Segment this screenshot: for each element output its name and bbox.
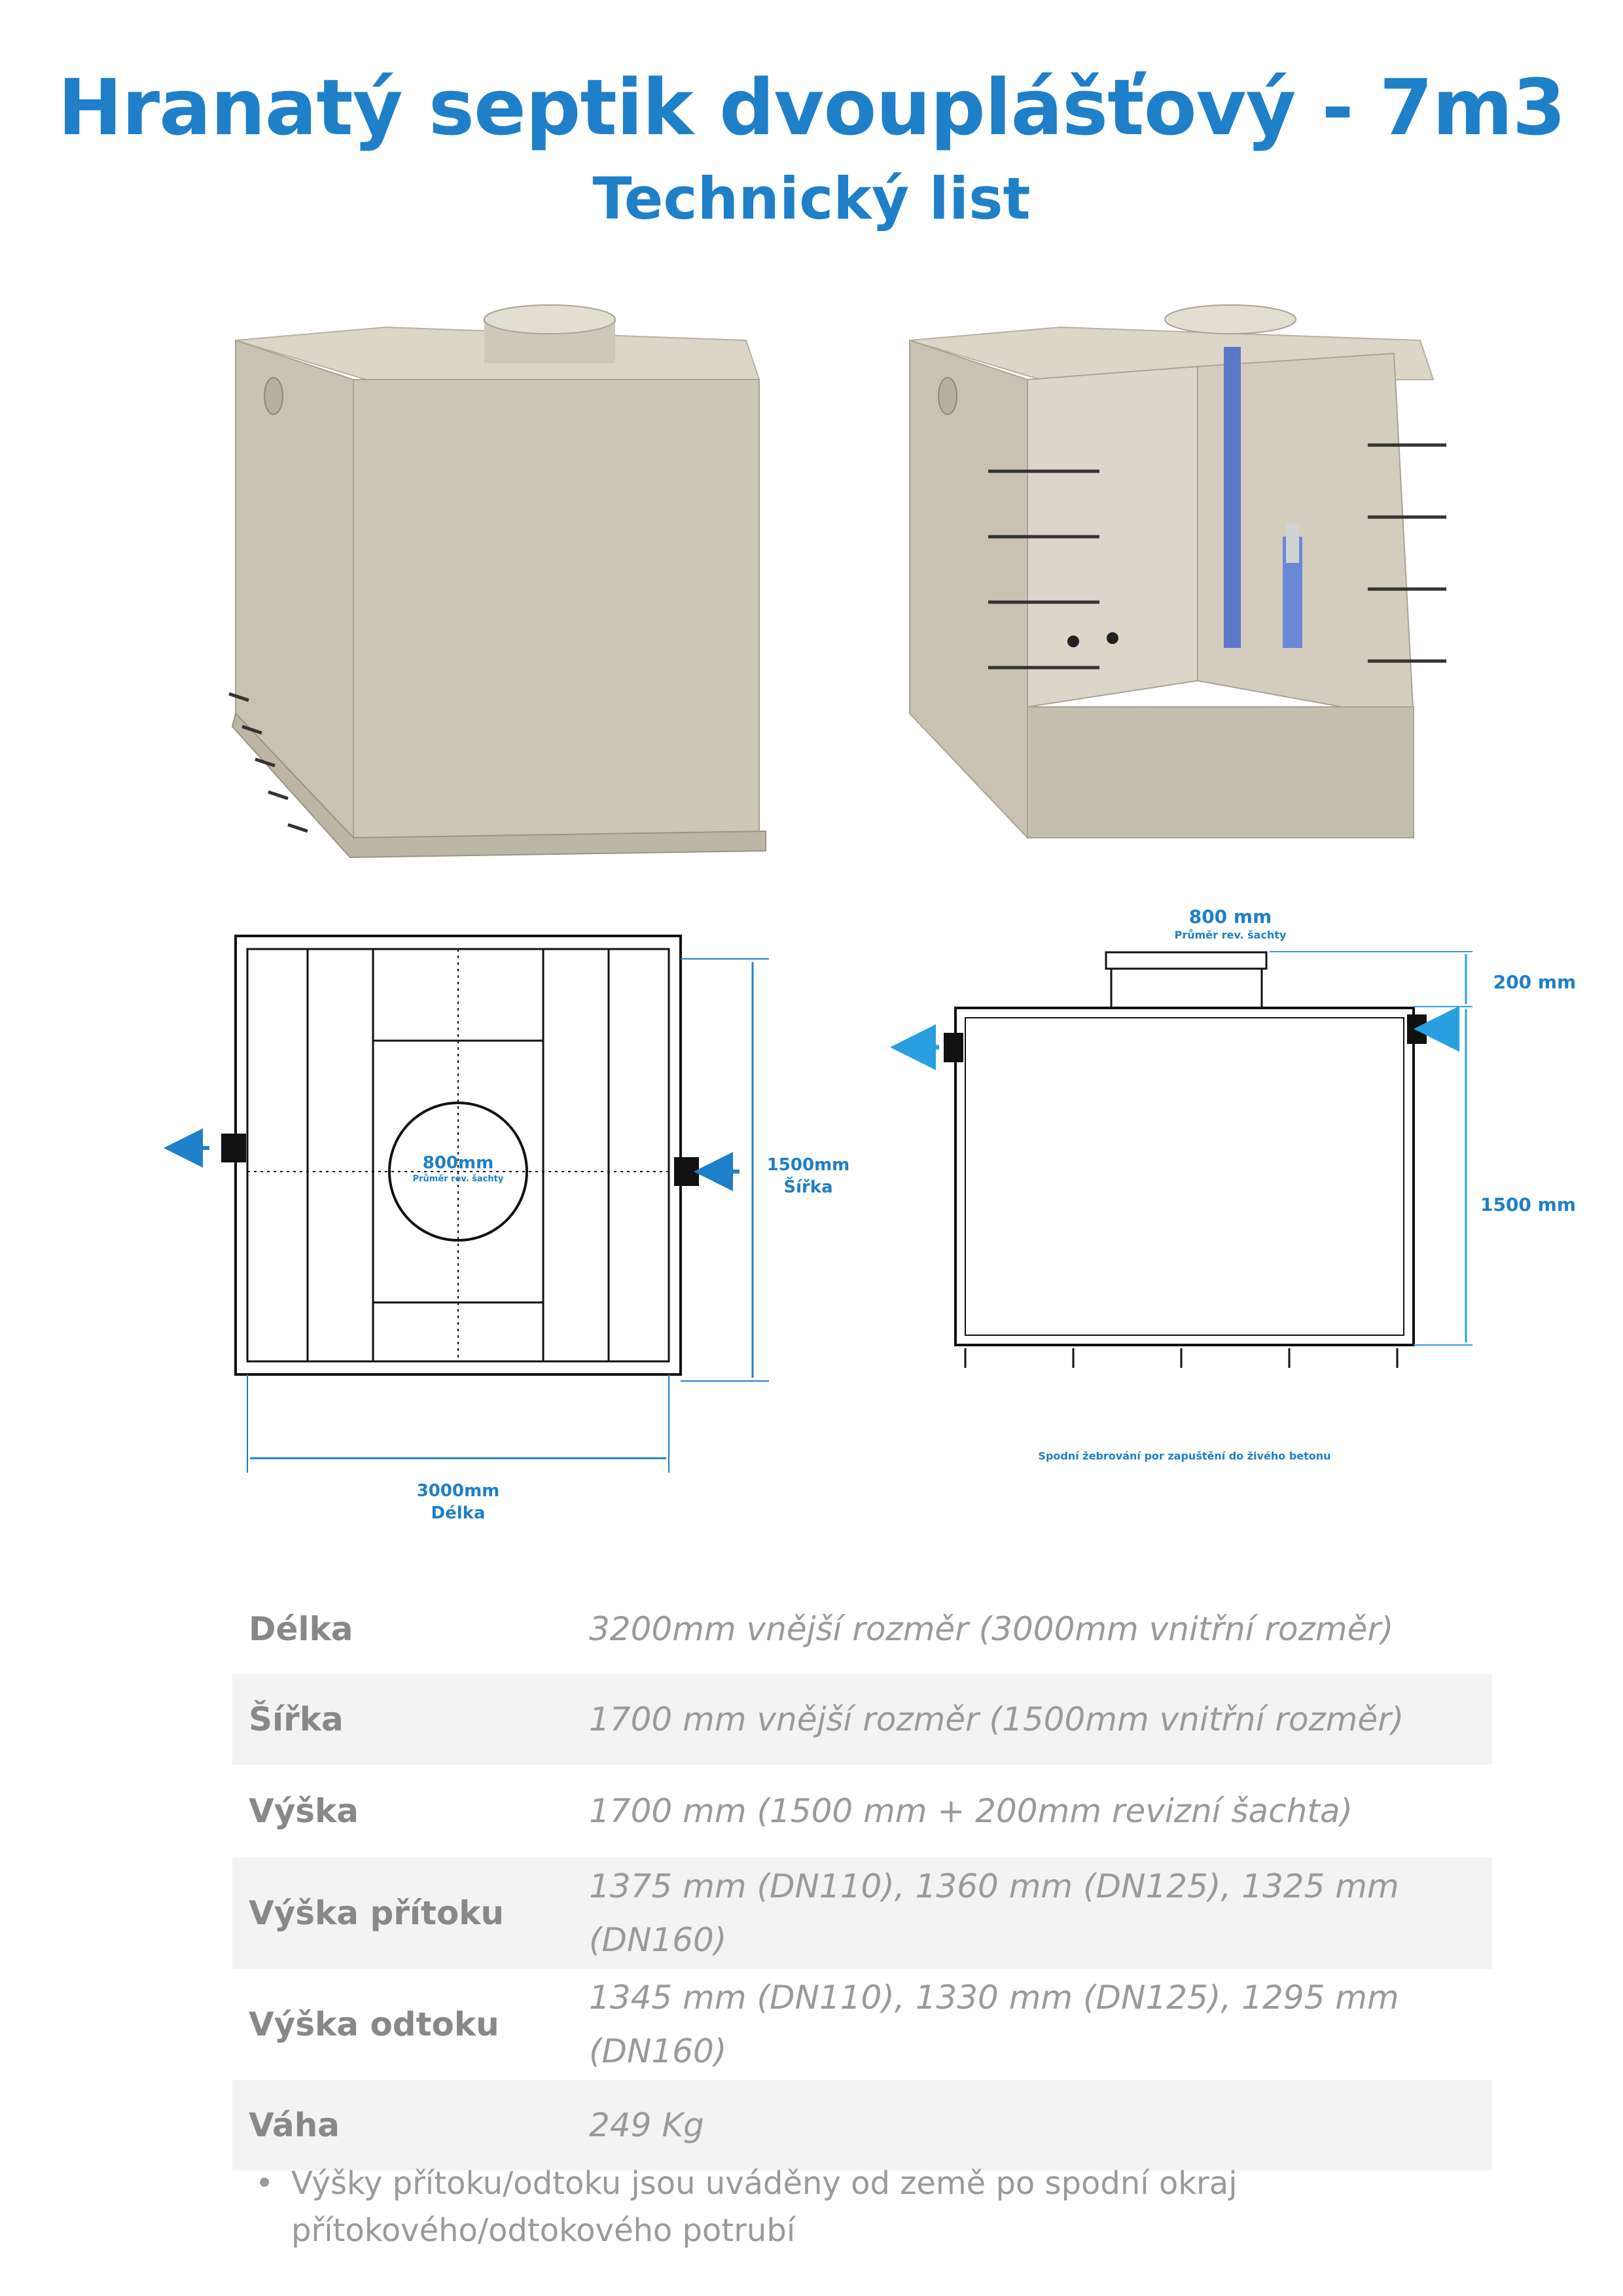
spec-value: 1345 mm (DN110), 1330 mm (DN125), 1295 mm (DN160) [589, 1979, 1399, 2070]
bullet-icon: • [255, 2165, 274, 2202]
spec-value: 1375 mm (DN110), 1360 mm (DN125), 1325 mm (DN160) [573, 1857, 1492, 1969]
side-view-drawing [890, 897, 1597, 1486]
spec-table [232, 1584, 1492, 2170]
side-shaft-diameter: 800 mm [1188, 906, 1272, 927]
footnote-text: Výšky přítoku/odtoku jsou uváděny od země po spodní okraj přítokového/odtokového potrubí [291, 2165, 1238, 2249]
spec-row-weight [232, 2080, 1492, 2170]
spec-label: Výška odtoku [249, 2005, 499, 2043]
top-length-value: 3000mm [416, 1481, 500, 1501]
spec-label: Váha [232, 2080, 573, 2170]
spec-row-length [232, 1584, 1492, 1674]
tank-render-cutaway [897, 288, 1486, 864]
side-bottom-caption: Spodní žebrování por zapuštění do živého betonu [1038, 1450, 1331, 1462]
spec-row-outflow-height [232, 1969, 1492, 2080]
spec-label: Výška přítoku [232, 1857, 573, 1969]
spec-value: 1700 mm vnější rozměr (1500mm vnitřní rozměr) [573, 1674, 1492, 1765]
spec-row-height [232, 1765, 1492, 1857]
page-title: Hranatý septik dvouplášťový - 7m3 [58, 62, 1565, 152]
side-shaft-caption: Průměr rev. šachty [1174, 929, 1287, 941]
top-length-label: Délka [431, 1503, 486, 1523]
page-subtitle: Technický list [592, 165, 1031, 232]
top-view-drawing [157, 929, 877, 1545]
side-tank-height: 1500 mm [1480, 1194, 1577, 1215]
spec-label: Výška [249, 1792, 359, 1830]
top-width-value: 1500mm [766, 1155, 850, 1175]
tank-render-closed [223, 288, 825, 864]
spec-value: 249 Kg [573, 2080, 1492, 2170]
spec-row-width [232, 1674, 1492, 1765]
spec-label: Šířka [232, 1674, 573, 1765]
footnote [255, 2160, 1508, 2254]
side-shaft-height: 200 mm [1493, 971, 1577, 993]
top-shaft-diameter: 800mm [422, 1153, 494, 1173]
spec-value: 3200mm vnější rozměr (3000mm vnitřní rozměr) [589, 1610, 1394, 1648]
spec-label: Délka [249, 1610, 353, 1648]
spec-value: 1700 mm (1500 mm + 200mm revizní šachta) [589, 1792, 1353, 1830]
top-shaft-caption: Průměr rev. šachty [412, 1174, 504, 1184]
top-width-label: Šířka [783, 1177, 833, 1197]
spec-row-inflow-height [232, 1857, 1492, 1969]
